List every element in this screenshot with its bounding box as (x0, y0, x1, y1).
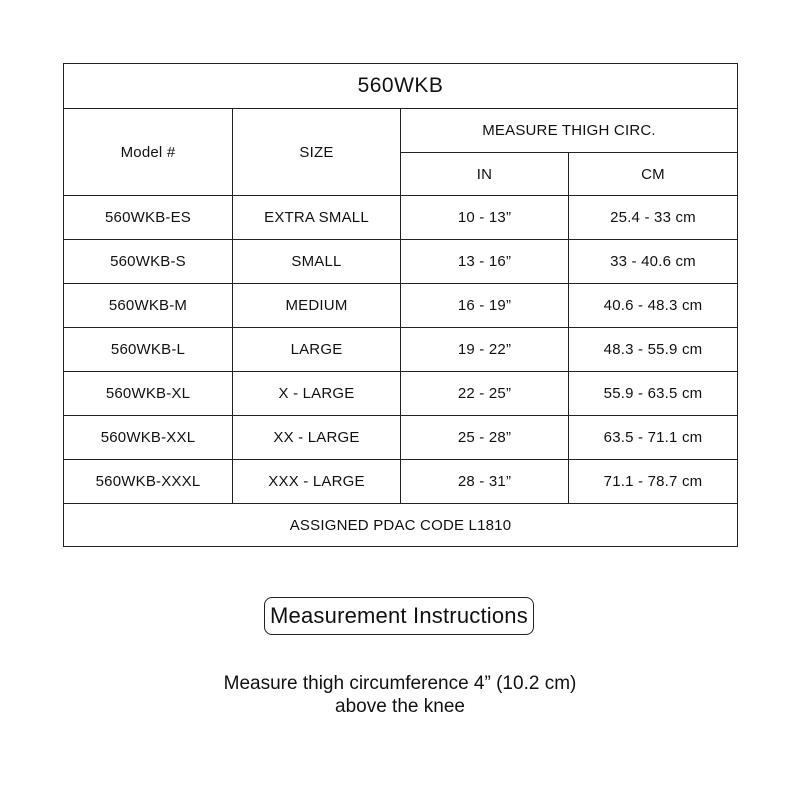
cell-cm: 33 - 40.6 cm (569, 240, 738, 284)
cell-cm: 40.6 - 48.3 cm (569, 284, 738, 328)
header-cm: CM (569, 153, 738, 196)
cell-in: 10 - 13” (401, 196, 569, 240)
cell-in: 25 - 28” (401, 416, 569, 460)
cell-size: SMALL (233, 240, 401, 284)
header-measure: MEASURE THIGH CIRC. (401, 109, 738, 153)
size-chart-table (63, 63, 738, 547)
cell-model: 560WKB-XXXL (64, 460, 233, 504)
cell-size: X - LARGE (233, 372, 401, 416)
cell-size: XX - LARGE (233, 416, 401, 460)
header-in: IN (401, 153, 569, 196)
cell-in: 16 - 19” (401, 284, 569, 328)
cell-model: 560WKB-XXL (64, 416, 233, 460)
header-row (64, 109, 738, 153)
cell-cm: 48.3 - 55.9 cm (569, 328, 738, 372)
table-row (64, 416, 738, 460)
cell-cm: 55.9 - 63.5 cm (569, 372, 738, 416)
cell-in: 28 - 31” (401, 460, 569, 504)
cell-model: 560WKB-L (64, 328, 233, 372)
cell-in: 19 - 22” (401, 328, 569, 372)
pdac-code: ASSIGNED PDAC CODE L1810 (64, 504, 738, 547)
table-row (64, 196, 738, 240)
instructions-line-2: above the knee (335, 696, 465, 717)
table-row (64, 240, 738, 284)
cell-model: 560WKB-ES (64, 196, 233, 240)
cell-size: XXX - LARGE (233, 460, 401, 504)
table-row (64, 328, 738, 372)
cell-model: 560WKB-M (64, 284, 233, 328)
cell-cm: 25.4 - 33 cm (569, 196, 738, 240)
instructions-line-1: Measure thigh circumference 4” (10.2 cm) (223, 673, 577, 694)
cell-model: 560WKB-S (64, 240, 233, 284)
header-model: Model # (64, 109, 233, 196)
cell-cm: 63.5 - 71.1 cm (569, 416, 738, 460)
cell-in: 22 - 25” (401, 372, 569, 416)
footer-row (64, 504, 738, 547)
cell-model: 560WKB-XL (64, 372, 233, 416)
table-row (64, 372, 738, 416)
cell-cm: 71.1 - 78.7 cm (569, 460, 738, 504)
cell-size: MEDIUM (233, 284, 401, 328)
table-title: 560WKB (64, 64, 738, 109)
cell-size: LARGE (233, 328, 401, 372)
header-size: SIZE (233, 109, 401, 196)
cell-in: 13 - 16” (401, 240, 569, 284)
instructions-text (0, 672, 800, 718)
table-row (64, 460, 738, 504)
instructions-heading: Measurement Instructions (264, 597, 534, 635)
cell-size: EXTRA SMALL (233, 196, 401, 240)
title-row (64, 64, 738, 109)
table-row (64, 284, 738, 328)
